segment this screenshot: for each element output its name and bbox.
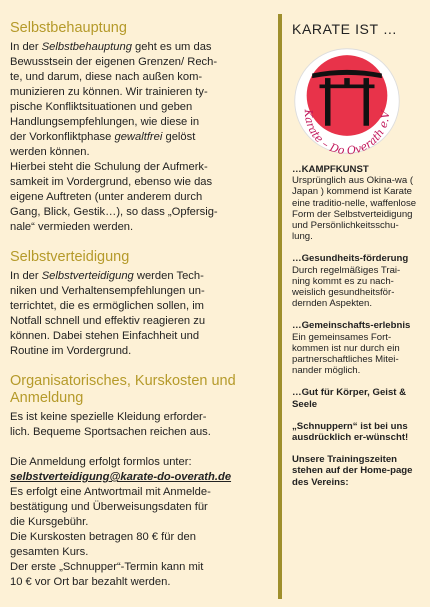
sidebar-title: KARATE IST …	[292, 21, 398, 37]
section-heading: Selbstbehauptung	[10, 20, 127, 36]
text-line: Es ist keine spezielle Kleidung erforder-	[10, 411, 207, 423]
text-line: terrichtet, die es ermöglichen sollen, im	[10, 300, 205, 312]
text-line: Die Anmeldung erfolgt formlos unter:	[10, 456, 192, 468]
info-block-gesundheit	[292, 253, 417, 309]
info-text: Ein gemeinsames Fort-kommen ist nur durch ein partnerschaftliches Mitei-nander möglich.	[292, 331, 400, 377]
text-line: te, und darum, diese nach außen kom-	[10, 71, 203, 83]
text-line: können. Dabei stehen Einfachheit und	[10, 330, 200, 342]
info-heading: …Gemeinschafts-erlebnis	[292, 320, 411, 332]
section-body-a	[10, 410, 256, 440]
text-line: Hierbei steht die Schulung der Aufmerk-	[10, 161, 208, 173]
section-body-b	[10, 455, 256, 470]
column-divider	[278, 14, 282, 599]
heading-line: Organisatorisches, Kurskosten und	[10, 373, 236, 389]
text-line: werden können.	[10, 146, 90, 158]
text-line: niken und Verhaltensempfehlungen un-	[10, 285, 205, 297]
section-heading: Selbstverteidigung	[10, 249, 130, 265]
rising-sun-shape	[307, 55, 388, 136]
left-column	[10, 20, 256, 590]
text-line: Es erfolgt eine Antwortmail mit Anmelde-	[10, 486, 211, 498]
trainingszeiten-note: Unsere Trainingszeiten stehen auf der Home-page des Vereins:	[292, 454, 413, 488]
section-body-c	[10, 485, 256, 590]
karate-club-logo	[292, 46, 402, 156]
text-line: lich. Bequeme Sportsachen reichen aus.	[10, 426, 211, 438]
text-line: Handlungsempfehlungen, wie diese in	[10, 116, 200, 128]
info-block-kampfkunst	[292, 164, 417, 242]
info-block-koerper-geist	[292, 387, 417, 409]
section-selbstverteidigung	[10, 249, 256, 359]
logo-text: Karate – Do Overath e.V	[301, 109, 393, 156]
section-body	[10, 269, 256, 359]
text-line: der Vorkonfliktphase gewaltfrei gelöst	[10, 131, 196, 143]
text-line: In der Selbstbehauptung geht es um das	[10, 41, 212, 53]
info-block-gemeinschaft	[292, 320, 417, 376]
info-text: Ursprünglich aus Okina-wa ( Japan ) kommend ist Karate eine traditio-nelle, waffenlose Form der Selbstverteidigung und Persönlichkeitsschu-lung.	[292, 175, 417, 243]
text-line: 10 € vor Ort bar bezahlt werden.	[10, 576, 171, 588]
text-line: eigene Auftreten (unter anderem durch	[10, 191, 203, 203]
info-heading: …Gut für Körper, Geist & Seele	[292, 387, 407, 410]
section-organisatorisches	[10, 373, 256, 590]
text-line: nale“ vermieden werden.	[10, 221, 134, 233]
text-line: samkeit im Vordergrund, ebenso wie das	[10, 176, 213, 188]
email-link[interactable]: selbstverteidigung@karate-do-overath.de	[10, 471, 232, 483]
info-text: Durch regelmäßiges Trai-ning kommt es zu nach-weislich gesundheitsför-dernden Aspekten.	[292, 264, 401, 310]
text-line: gesamten Kurs.	[10, 546, 89, 558]
section-body	[10, 40, 256, 235]
info-heading: …Gesundheits-förderung	[292, 253, 409, 265]
text-line: Gang, Blick, Gestik…), so dass „Opfersig-	[10, 206, 218, 218]
schnuppern-note: „Schnuppern“ ist bei uns ausdrücklich er-wünscht!	[292, 420, 409, 444]
section-selbstbehauptung	[10, 20, 256, 235]
info-heading: …KAMPFKUNST	[292, 164, 369, 175]
text-line: pische Konfliktsituationen und geben	[10, 101, 193, 113]
text-line: Routine im Vordergrund.	[10, 345, 132, 357]
heading-line: Anmeldung	[10, 390, 84, 406]
right-column	[292, 20, 417, 499]
text-line: Die Kurskosten betragen 80 € für den	[10, 531, 196, 543]
text-line: bestätigung und Überweisungsdaten für	[10, 501, 208, 513]
text-line: munizieren zu können. Wir trainieren ty-	[10, 86, 208, 98]
section-heading	[10, 373, 256, 407]
text-line: Der erste „Schnupper“-Termin kann mit	[10, 561, 204, 573]
text-line: die Kursgebühr.	[10, 516, 89, 528]
text-line: Bewusstsein der eigenen Grenzen/ Rech-	[10, 56, 218, 68]
text-line: In der Selbstverteidigung werden Tech-	[10, 270, 204, 282]
text-line: Notfall schnell und effektiv reagieren zu	[10, 315, 206, 327]
